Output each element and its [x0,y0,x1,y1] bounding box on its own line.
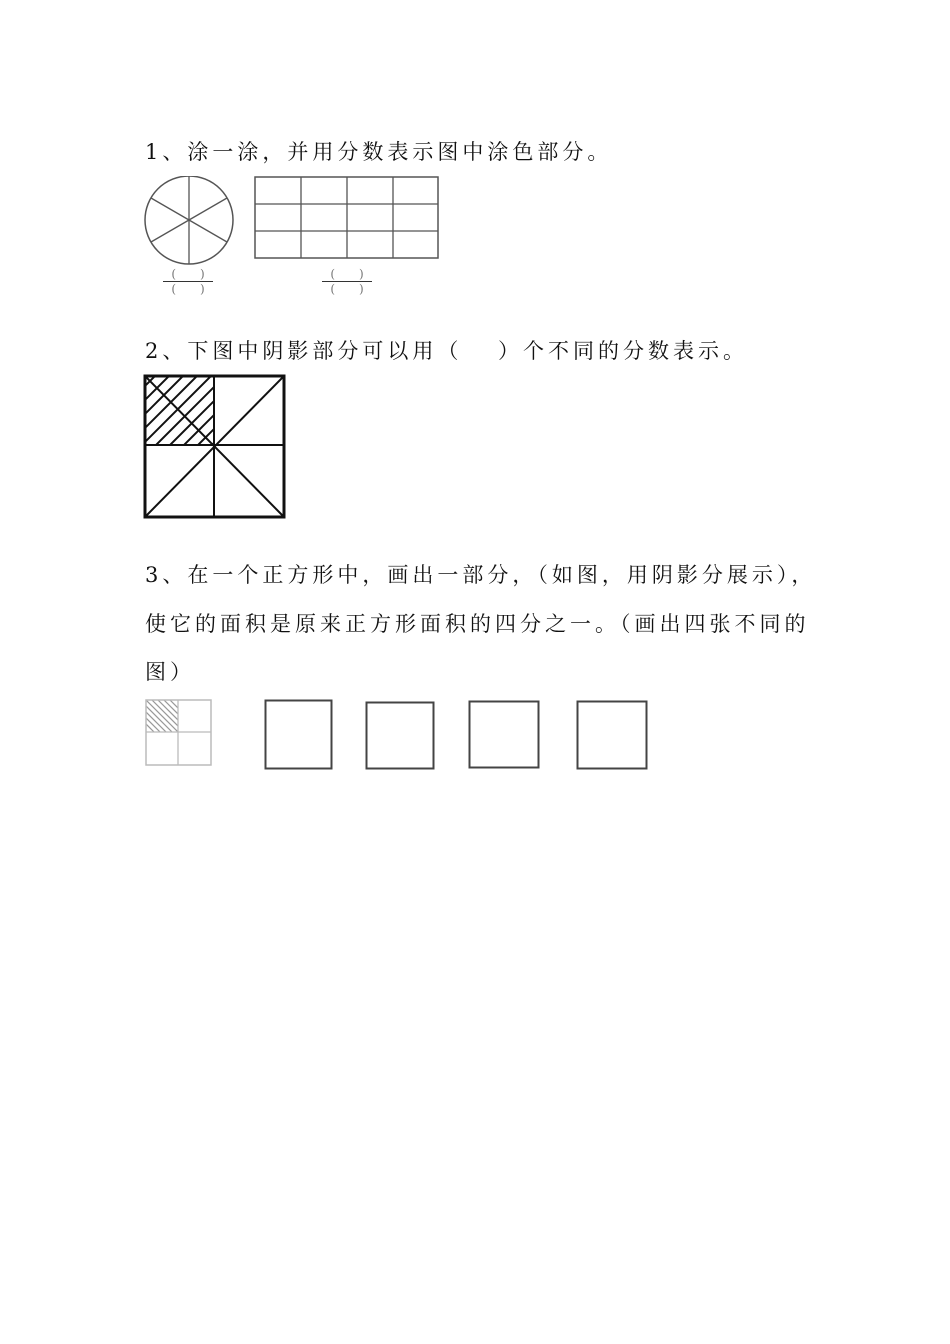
rectangle-denominator[interactable]: ( ) [330,282,364,296]
circle-fraction-blank[interactable] [163,268,213,295]
question-2-text: 2、下图中阴影部分可以用（ ）个不同的分数表示。 [145,339,749,363]
rectangle-numerator[interactable]: ( ) [330,267,364,281]
question-3-line-1: 3、在一个正方形中，画出一部分，（如图，用阴影分展示）， [145,563,817,587]
empty-square-4[interactable] [576,700,649,771]
circle-denominator[interactable]: ( ) [171,282,205,296]
empty-square-1[interactable] [264,699,334,771]
empty-square-2[interactable] [365,701,435,771]
example-quarter-shaded-square [145,699,213,767]
circle-numerator[interactable]: ( ) [171,267,205,281]
shaded-square-figure [143,374,287,520]
question-3-line-2: 使它的面积是原来正方形面积的四分之一。（画出四张不同的 [145,612,810,636]
rectangle-fraction-blank[interactable] [322,268,372,295]
rectangle-grid-figure [254,176,440,260]
circle-six-parts-figure [143,176,239,266]
question-3-line-3: 图） [145,660,195,684]
empty-square-3[interactable] [468,700,541,770]
question-1-text: 1、涂一涂，并用分数表示图中涂色部分。 [145,140,613,164]
